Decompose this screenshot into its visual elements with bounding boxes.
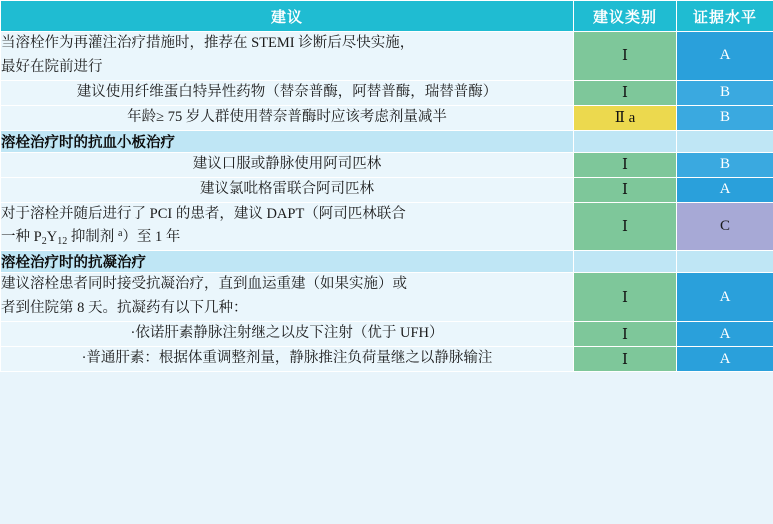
section-title: 溶栓治疗时的抗血小板治疗 [1, 130, 574, 152]
recommendation-cell [1, 152, 574, 177]
class-cell: Ⅰ [574, 80, 677, 105]
header-level: 证据水平 [677, 1, 773, 32]
recommendation-line: 建议氯吡格雷联合阿司匹林 [200, 180, 374, 197]
table-row [1, 152, 773, 177]
recommendation-cell [1, 322, 574, 347]
header-class: 建议类别 [574, 1, 677, 32]
class-cell: Ⅰ [574, 32, 677, 81]
table-row [1, 32, 773, 81]
class-cell: Ⅰ [574, 202, 677, 251]
table-body [1, 32, 773, 372]
level-cell: A [677, 347, 773, 372]
level-cell: B [677, 105, 773, 130]
section-title: 溶栓治疗时的抗凝治疗 [1, 251, 574, 273]
level-cell: A [677, 322, 773, 347]
recommendation-line: 年龄≥ 75 岁人群使用替奈普酶时应该考虑剂量减半 [127, 108, 447, 125]
section-row [1, 130, 773, 152]
class-cell: Ⅰ [574, 177, 677, 202]
section-blank-class [574, 130, 677, 152]
recommendation-line: 对于溶栓并随后进行了 PCI 的患者，建议 DAPT（阿司匹林联合 [1, 205, 406, 222]
level-cell: B [677, 80, 773, 105]
class-cell: Ⅰ [574, 273, 677, 322]
header-recommendation: 建议 [1, 1, 574, 32]
header-row [1, 1, 773, 32]
recommendation-cell [1, 202, 574, 251]
recommendation-line: 建议使用纤维蛋白特异性药物（替奈普酶，阿替普酶，瑞替普酶） [76, 83, 498, 100]
recommendation-cell [1, 273, 574, 322]
recommendation-cell [1, 105, 574, 130]
table-row [1, 273, 773, 322]
table-header [1, 1, 773, 32]
class-cell: Ⅰ [574, 152, 677, 177]
section-blank-level [677, 251, 773, 273]
level-cell: B [677, 152, 773, 177]
recommendation-cell [1, 177, 574, 202]
recommendation-line: ·普通肝素：根据体重调整剂量，静脉推注负荷量继之以静脉输注 [81, 350, 493, 367]
class-cell: Ⅱ a [574, 105, 677, 130]
table-row [1, 105, 773, 130]
table-row [1, 80, 773, 105]
table-row [1, 322, 773, 347]
level-cell: C [677, 202, 773, 251]
table-row [1, 347, 773, 372]
level-cell: A [677, 273, 773, 322]
recommendation-line: 最好在院前进行 [1, 58, 103, 75]
class-cell: Ⅰ [574, 347, 677, 372]
table-row [1, 177, 773, 202]
recommendation-line: 一种 $P_2Y_{12}$ 抑制剂 $^a$）至 1 年 [1, 228, 181, 248]
recommendation-cell [1, 32, 574, 81]
recommendation-line: 建议口服或静脉使用阿司匹林 [192, 155, 382, 172]
level-cell: A [677, 32, 773, 81]
level-cell: A [677, 177, 773, 202]
recommendation-line: 者到住院第 8 天。抗凝药有以下几种： [1, 300, 248, 317]
recommendation-line: 当溶栓作为再灌注治疗措施时，推荐在 STEMI 诊断后尽快实施， [1, 35, 415, 51]
recommendation-line: 建议溶栓患者同时接受抗凝治疗，直到血运重建（如果实施）或 [1, 276, 407, 293]
recommendation-cell [1, 80, 574, 105]
section-blank-level [677, 130, 773, 152]
recommendation-line: ·依诺肝素静脉注射继之以皮下注射（优于 UFH） [130, 325, 444, 342]
class-cell: Ⅰ [574, 322, 677, 347]
section-row [1, 251, 773, 273]
section-blank-class [574, 251, 677, 273]
table-row [1, 202, 773, 251]
recommendation-cell [1, 347, 574, 372]
